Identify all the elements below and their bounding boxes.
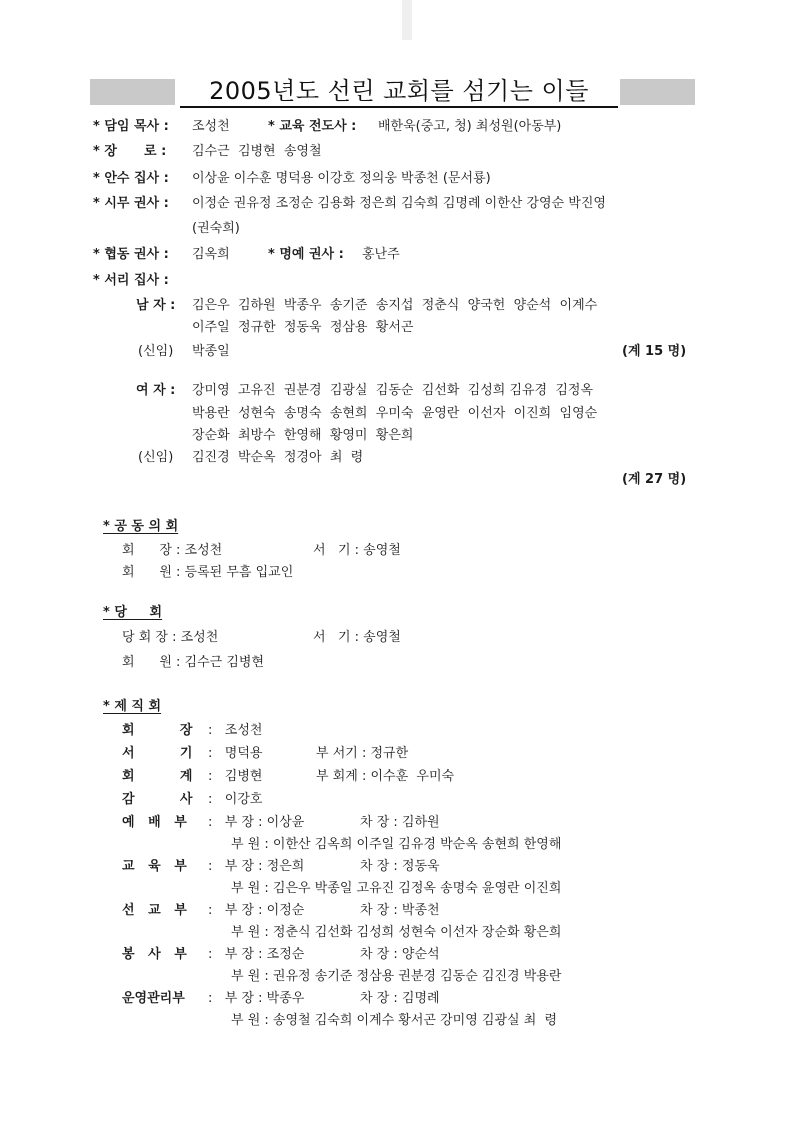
council-auditor-label: 감 사 [122,792,193,807]
women-list-1: 강미영 고유진 권분경 김광실 김동순 김선화 김성희 김유경 김정옥 [192,383,594,398]
council-treasurer-value: : 김병현 [208,769,263,784]
title-underline [180,106,618,108]
operations-dept-head: : 부 장 : 박종우 [208,991,305,1006]
active-deaconesses-label: * 시무 권사 : [93,196,169,211]
honorary-deaconess-label: * 명예 권사 : [268,247,344,262]
scan-mark [402,0,412,40]
worship-dept-members: 부 원 : 이한산 김옥희 이주일 김유경 박순옥 송현희 한영해 [231,837,562,852]
honorary-deaconess-value: 홍난주 [362,247,400,262]
operations-dept-deputy: 차 장 : 김명례 [360,991,440,1006]
men-new-label: (신임) [138,344,174,359]
session-clerk: 서 기 : 송영철 [313,630,401,645]
title-bar-left [90,79,175,105]
men-list-1: 김은우 김하원 박종우 송기준 송지섭 정춘식 양국헌 양순석 이계수 [192,298,598,313]
worship-dept-label: 예 배 부 [122,815,187,830]
council-chair-value: : 조성천 [208,723,263,738]
congregational-clerk: 서 기 : 송영철 [313,543,401,558]
active-deaconesses-value: 이정순 권유정 조정순 김용화 정은희 김숙희 김명례 이한산 강영순 박진영 [192,196,606,211]
service-dept-deputy: 차 장 : 양순석 [360,947,440,962]
operations-dept-label: 운영관리부 [122,991,185,1006]
council-chair-label: 회 장 [122,723,193,738]
men-total: (계 15 명) [622,344,687,359]
women-new-label: (신임) [138,450,174,465]
cooperating-deaconess-value: 김옥희 [192,247,230,262]
acting-deacons-label: * 서리 집사 : [93,273,169,288]
women-label: 여 자 : [136,383,176,398]
men-list-2: 이주일 정규한 정동욱 정삼용 황서곤 [192,320,414,335]
women-list-2: 박용란 성현숙 송명숙 송현희 우미숙 윤영란 이선자 이진희 임영순 [192,406,598,421]
women-new-value: 김진경 박순옥 정경아 최 령 [192,450,364,465]
education-dept-deputy: 차 장 : 정동욱 [360,859,440,874]
senior-pastor-label: * 담임 목사 : [93,119,169,134]
session-moderator: 당 회 장 : 조성천 [122,630,219,645]
service-dept-members: 부 원 : 권유정 송기준 정삼용 권분경 김동순 김진경 박용란 [231,969,562,984]
council-clerk-label: 서 기 [122,746,193,761]
mission-dept-members: 부 원 : 정춘식 김선화 김성희 성현숙 이선자 장순화 황은희 [231,925,562,940]
service-dept-head: : 부 장 : 조정순 [208,947,305,962]
session-heading: * 당 회 [103,605,163,620]
council-clerk-value: : 명덕용 [208,746,263,761]
operations-dept-members: 부 원 : 송영철 김숙희 이계수 황서곤 강미영 김광실 최 령 [231,1013,558,1028]
council-vice-treasurer: 부 회계 : 이수훈 우미숙 [316,769,455,784]
education-minister-label: * 교육 전도사 : [268,119,357,134]
education-dept-members: 부 원 : 김은우 박종일 고유진 김정옥 송명숙 윤영란 이진희 [231,881,562,896]
council-auditor-value: : 이강호 [208,792,263,807]
elders-value: 김수근 김병현 송영철 [192,144,322,159]
mission-dept-label: 선 교 부 [122,903,187,918]
page-title: 2005년도 선린 교회를 섬기는 이들 [209,77,589,105]
mission-dept-head: : 부 장 : 이정순 [208,903,305,918]
congregational-chair: 회 장 : 조성천 [122,543,223,558]
education-minister-value: 배한욱(중고, 청) 최성원(아동부) [378,119,562,134]
service-dept-label: 봉 사 부 [122,947,187,962]
men-label: 남 자 : [136,298,176,313]
education-dept-head: : 부 장 : 정은희 [208,859,305,874]
worship-dept-deputy: 차 장 : 김하원 [360,815,440,830]
women-list-3: 장순화 최방수 한영해 황영미 황은희 [192,428,414,443]
congregational-meeting-heading: * 공 동 의 회 [103,519,179,534]
elders-label: * 장 로 : [93,144,167,159]
active-deaconesses-extra: (권숙희) [192,221,240,236]
senior-pastor-value: 조성천 [192,119,230,134]
women-total: (계 27 명) [622,472,687,487]
council-vice-clerk: 부 서기 : 정규한 [316,746,409,761]
mission-dept-deputy: 차 장 : 박종천 [360,903,440,918]
title-bar-right [620,79,695,105]
ordained-deacons-value: 이상윤 이수훈 명덕용 이강호 정의웅 박종천 (문서룡) [192,171,491,186]
cooperating-deaconess-label: * 협동 권사 : [93,247,169,262]
session-members: 회 원 : 김수근 김병현 [122,655,265,670]
ordained-deacons-label: * 안수 집사 : [93,171,169,186]
congregational-members: 회 원 : 등록된 무흠 입교인 [122,565,294,580]
council-treasurer-label: 회 계 [122,769,193,784]
worship-dept-head: : 부 장 : 이상윤 [208,815,305,830]
officers-council-heading: * 제 직 회 [103,699,162,714]
education-dept-label: 교 육 부 [122,859,187,874]
men-new-value: 박종일 [192,344,230,359]
